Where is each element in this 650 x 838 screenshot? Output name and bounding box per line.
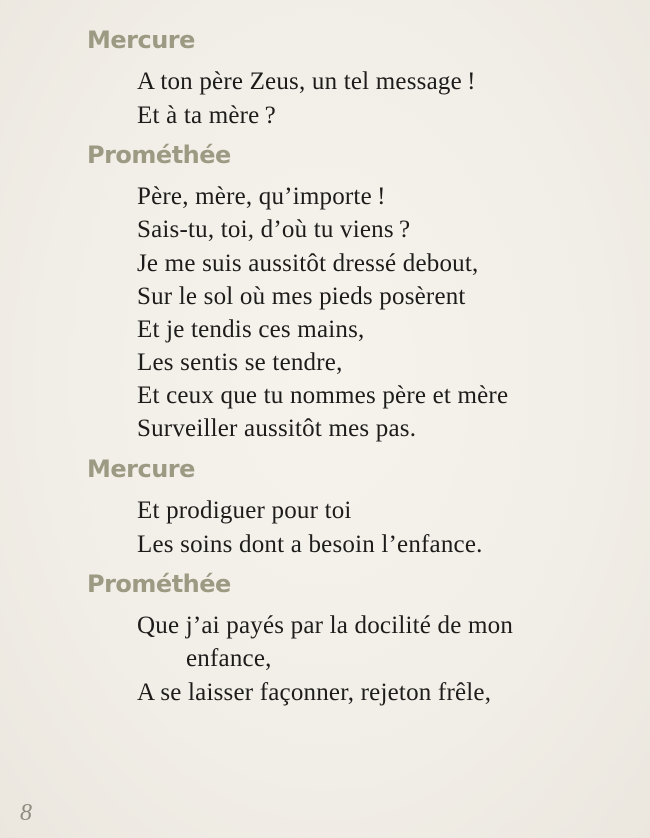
- verse-line: Et je tendis ces mains,: [137, 316, 365, 343]
- speaker-name-mercure: Mercure: [87, 26, 195, 54]
- verse-line: Les soins dont a besoin l’enfance.: [137, 531, 483, 558]
- verse-line: Et ceux que tu nommes père et mère: [137, 382, 509, 409]
- verse-line: Et à ta mère ?: [137, 102, 276, 129]
- verse-line: Sur le sol où mes pieds posèrent: [137, 283, 466, 310]
- speaker-name-mercure: Mercure: [87, 455, 195, 483]
- page-number: 8: [20, 800, 32, 826]
- verse-line: Je me suis aussitôt dressé debout,: [137, 250, 479, 277]
- verse-line: Sais-tu, toi, d’où tu viens ?: [137, 216, 411, 243]
- verse-line: Père, mère, qu’importe !: [137, 183, 386, 210]
- verse-line: A se laisser façonner, rejeton frêle,: [137, 679, 492, 706]
- verse-line: Et prodiguer pour toi: [137, 497, 352, 524]
- verse-line: Que j’ai payés par la docilité de mon: [137, 612, 514, 639]
- speaker-name-promethee: Prométhée: [87, 141, 231, 169]
- verse-line: A ton père Zeus, un tel message !: [137, 68, 476, 95]
- verse-line-continuation: enfance,: [186, 645, 272, 672]
- verse-line: Surveiller aussitôt mes pas.: [137, 415, 417, 442]
- speaker-name-promethee: Prométhée: [87, 570, 231, 598]
- verse-line: Les sentis se tendre,: [137, 349, 343, 376]
